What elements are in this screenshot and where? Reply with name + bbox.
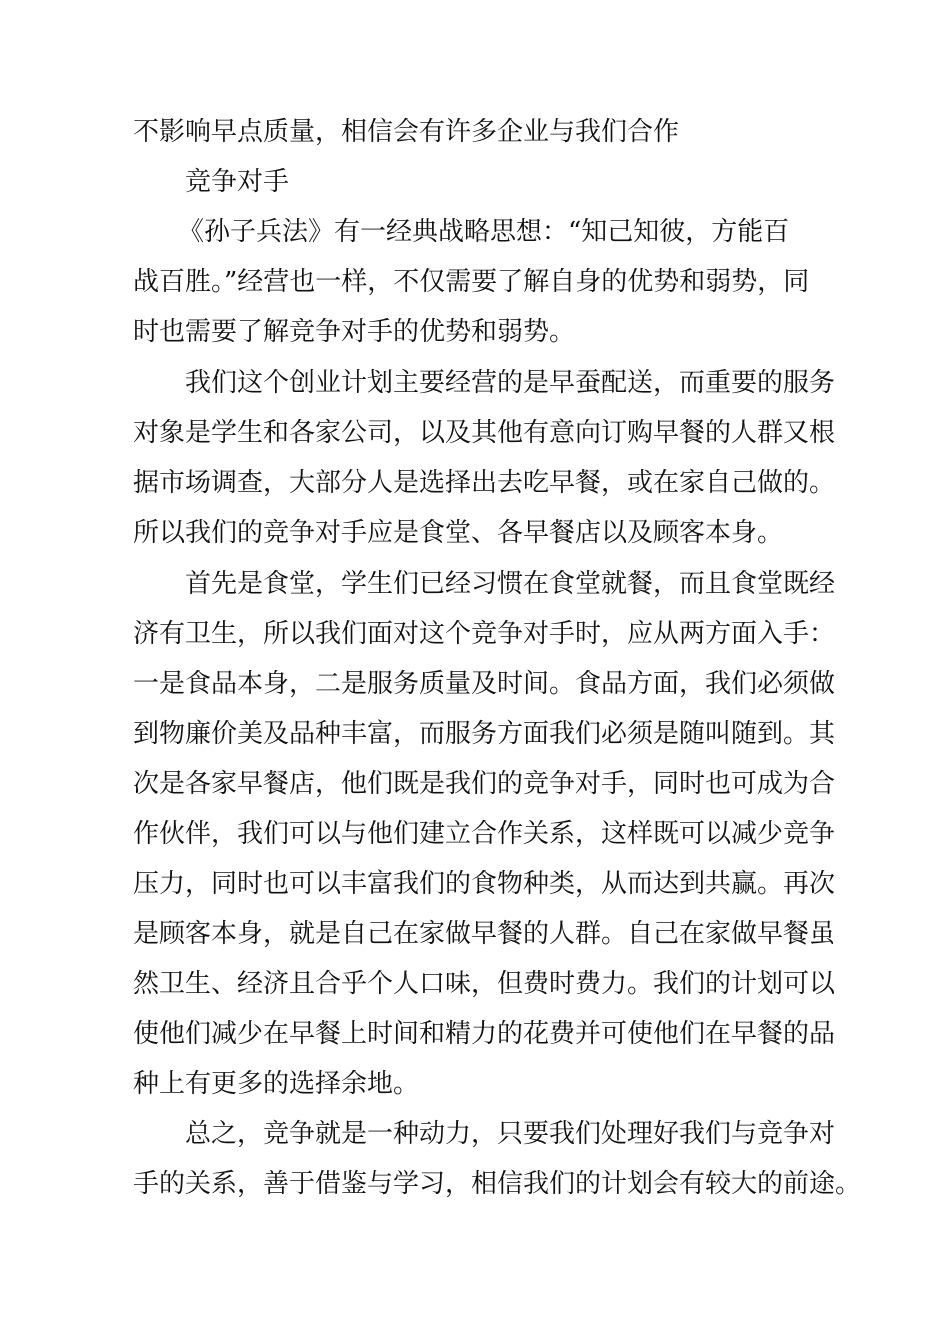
text-line: 到物廉价美及品种丰富，而服务方面我们必须是随叫随到。其 (133, 719, 836, 749)
text-line: 使他们减少在早餐上时间和精力的花费并可使他们在早餐的品 (133, 1019, 836, 1049)
text-line: 首先是食堂，学生们已经习惯在食堂就餐，而且食堂既经 (185, 569, 836, 599)
text-line: 手的关系，善于借鉴与学习，相信我们的计划会有较大的前途。 (133, 1169, 862, 1199)
text-line: 一是食品本身，二是服务质量及时间。食品方面，我们必须做 (133, 669, 836, 699)
text-line: 总之，竞争就是一种动力，只要我们处理好我们与竞争对 (185, 1119, 836, 1149)
text-line: 济有卫生，所以我们面对这个竞争对手时，应从两方面入手： (133, 619, 836, 649)
section-heading: 竞争对手 (185, 167, 290, 197)
text-line: 《孙子兵法》有一经典战略思想：“知己知彼，方能百 (178, 217, 790, 247)
text-line: 是顾客本身，就是自己在家做早餐的人群。自己在家做早餐虽 (133, 919, 836, 949)
text-line: 时也需要了解竞争对手的优势和弱势。 (133, 317, 576, 347)
text-line: 据市场调查，大部分人是选择出去吃早餐，或在家自己做的。 (133, 468, 836, 498)
text-line: 我们这个创业计划主要经营的是早蚕配送，而重要的服务 (185, 368, 836, 398)
text-line: 战百胜。”经营也一样，不仅需要了解自身的优势和弱势，同 (133, 267, 810, 297)
text-line: 然卫生、经济且合乎个人口味，但费时费力。我们的计划可以 (133, 969, 836, 999)
text-line: 压力，同时也可以丰富我们的食物种类，从而达到共赢。再次 (133, 869, 836, 899)
text-line: 次是各家早餐店，他们既是我们的竞争对手，同时也可成为合 (133, 769, 836, 799)
text-line: 不影响早点质量，相信会有许多企业与我们合作 (133, 117, 680, 147)
text-line: 对象是学生和各家公司，以及其他有意向订购早餐的人群又根 (133, 418, 836, 448)
text-line: 作伙伴，我们可以与他们建立合作关系，这样既可以减少竞争 (133, 819, 836, 849)
text-line: 种上有更多的选择余地。 (133, 1069, 420, 1099)
text-line: 所以我们的竞争对手应是食堂、各早餐店以及顾客本身。 (133, 518, 784, 548)
